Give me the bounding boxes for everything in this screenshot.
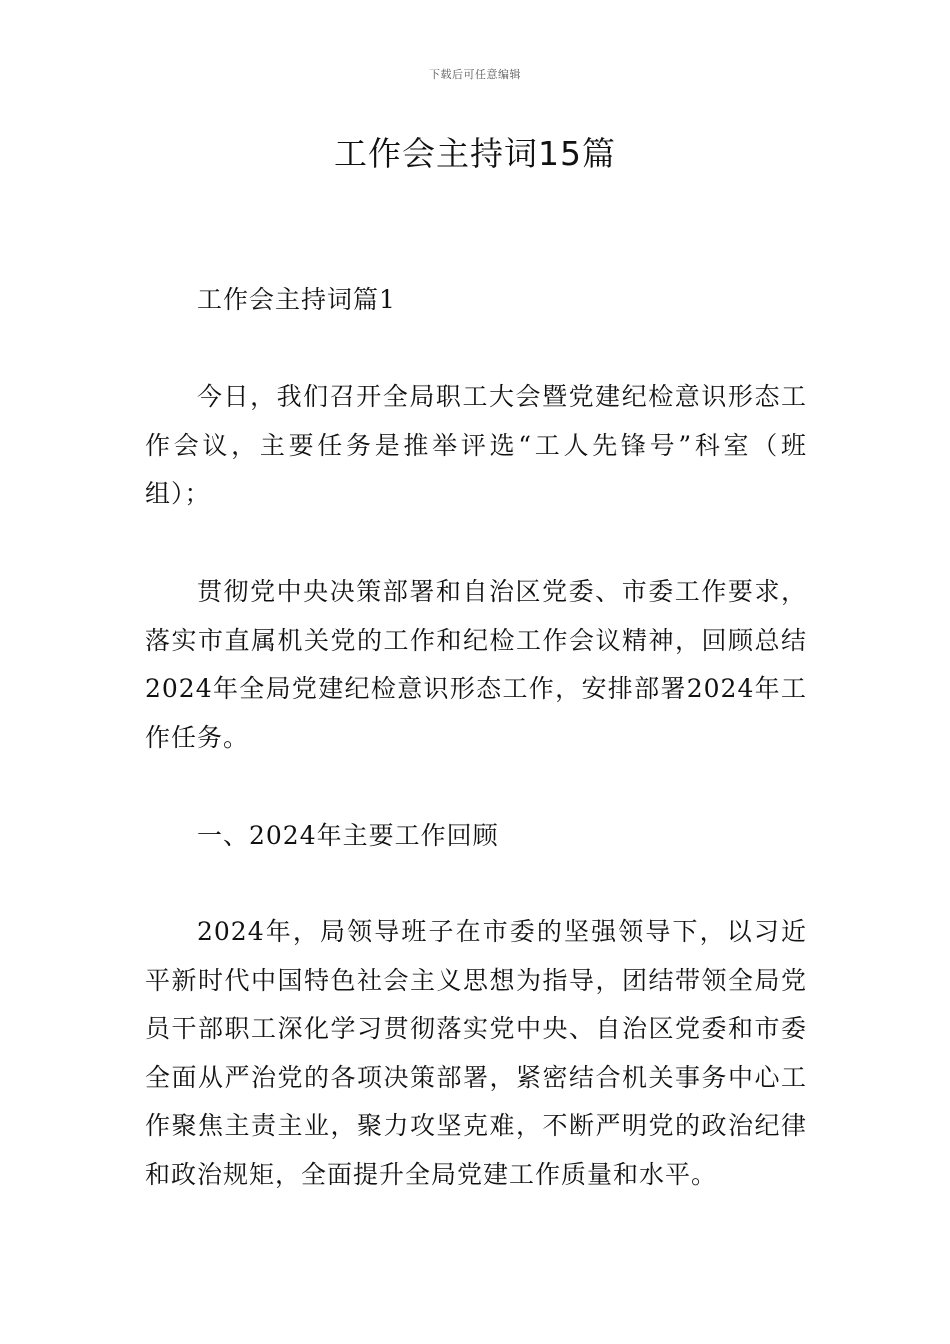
document-title: 工作会主持词15篇 <box>334 134 616 173</box>
paragraph-1: 今日，我们召开全局职工大会暨党建纪检意识形态工作会议，主要任务是推举评选“工人先锋号”科室（班组）； <box>145 382 807 508</box>
paragraph-2: 贯彻党中央决策部署和自治区党委、市委工作要求，落实市直属机关党的工作和纪检工作会议精神，回顾总结2024年全局党建纪检意识形态工作，安排部署2024年工作任务。 <box>145 577 807 752</box>
header-note: 下载后可任意编辑 <box>429 68 521 81</box>
section-heading-1: 工作会主持词篇1 <box>197 285 396 314</box>
section-heading-2: 一、2024年主要工作回顾 <box>197 821 499 850</box>
paragraph-3: 2024年，局领导班子在市委的坚强领导下，以习近平新时代中国特色社会主义思想为指导，团结带领全局党员干部职工深化学习贯彻落实党中央、自治区党委和市委全面从严治党的各项决策部署，紧密结合机关事务中心工作聚焦主责主业，聚力攻坚克难，不断严明党的政治纪律和政治规矩，全面提升全局党建工作质量和水平。 <box>145 917 807 1189</box>
